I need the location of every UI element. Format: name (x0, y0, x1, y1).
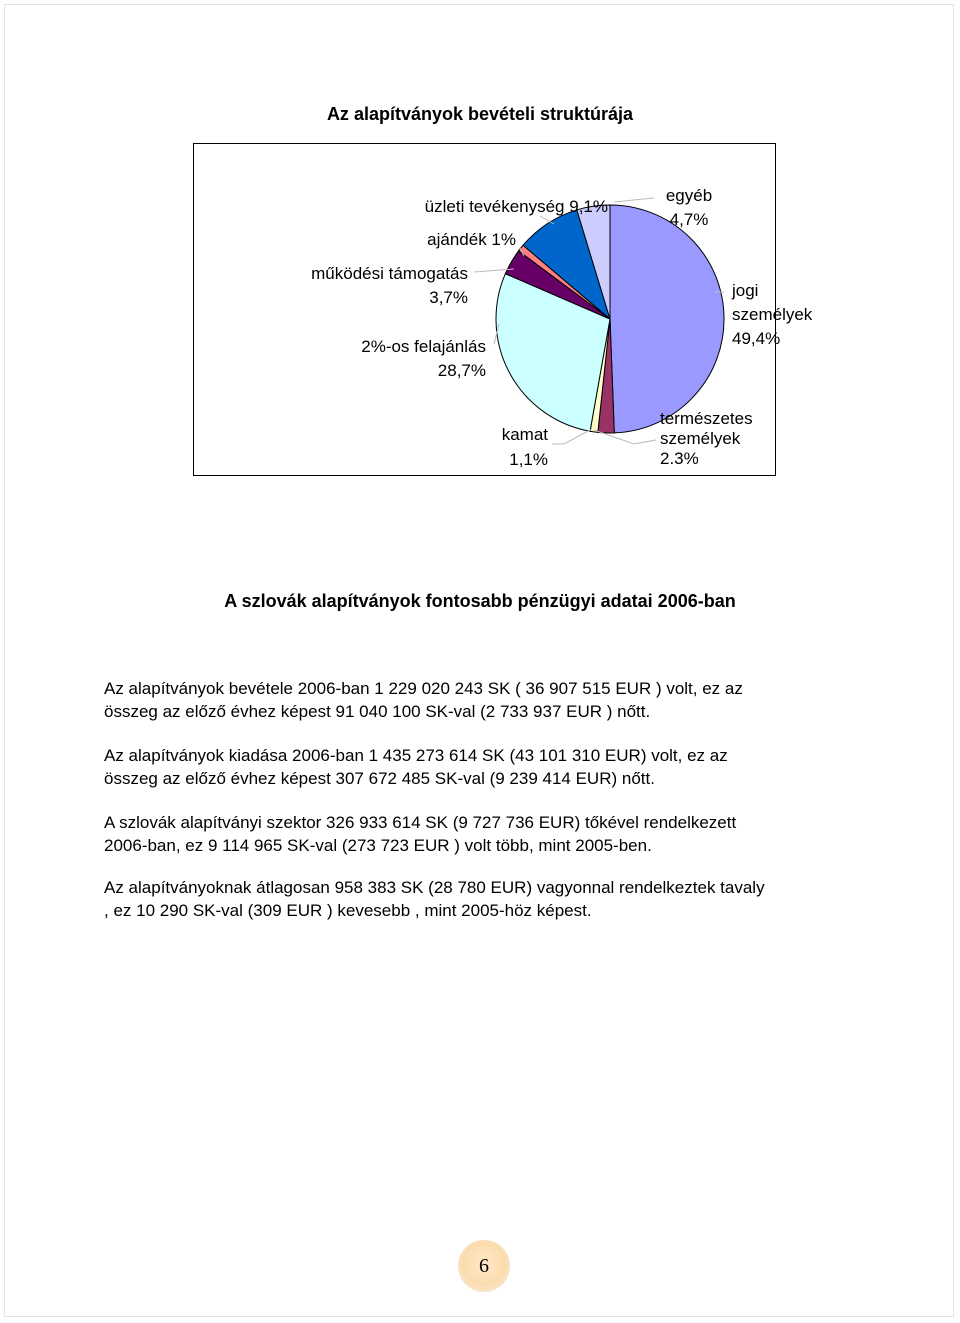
slice-label-ketszazalekos-felajanlas (361, 337, 486, 380)
slice-label-uzleti-tevekenyseg (425, 197, 608, 216)
slice-label-line: működési támogatás (311, 264, 468, 283)
slice-label-line: 49,4% (732, 329, 781, 348)
leader-line-kamat (552, 429, 592, 444)
slice-label-line: 2%-os felajánlás (361, 337, 486, 356)
section-title: A szlovák alapítványok fontosabb pénzügyi adatai 2006-ban (224, 591, 736, 611)
slice-label-line: 3,7% (429, 288, 468, 307)
chart-title: Az alapítványok bevételi struktúrája (326, 104, 634, 124)
paragraph-line: Az alapítványoknak átlagosan 958 383 SK (28 780 EUR) vagyonnal rendelkeztek tavaly (104, 878, 765, 897)
paragraph-line: Az alapítványok bevétele 2006-ban 1 229 020 243 SK ( 36 907 515 EUR ) volt, ez az (104, 679, 743, 698)
pie-chart-svg (194, 144, 813, 477)
paragraph-capital (104, 811, 854, 857)
slice-label-line: 4,7% (669, 210, 709, 229)
pie-chart (193, 143, 813, 476)
page-number: 6 (479, 1255, 489, 1277)
paragraph-line: összeg az előző évhez képest 307 672 485 SK-val (9 239 414 EUR) nőtt. (104, 769, 655, 788)
slice-label-line: 28,7% (437, 361, 486, 380)
leader-line-egyeb (614, 198, 654, 202)
slice-label-line: 1,1% (509, 450, 548, 469)
slice-label-line: 2.3% (660, 449, 699, 468)
slice-label-line: kamat (501, 425, 548, 444)
slice-label-line: üzleti tevékenység 9,1% (424, 197, 608, 216)
paragraph-line: , ez 10 290 SK-val (309 EUR ) kevesebb , mint 2005-höz képest. (104, 901, 592, 920)
slice-label-line: személyek (660, 429, 741, 448)
page-number-badge (458, 1240, 510, 1292)
paragraph-line: összeg az előző évhez képest 91 040 100 SK-val (2 733 937 EUR ) nőtt. (104, 702, 651, 721)
paragraph-income (104, 677, 854, 723)
paragraph-line: A szlovák alapítványi szektor 326 933 614 SK (9 727 736 EUR) tőkével rendelkezett (104, 813, 737, 832)
slice-label-line: jogi (732, 281, 759, 300)
paragraph-expenses (104, 744, 854, 790)
slice-label-termeszetes-szemelyek (660, 409, 753, 468)
paragraph-line: 2006-ban, ez 9 114 965 SK-val (273 723 EUR ) volt több, mint 2005-ben. (104, 836, 652, 855)
slice-label-line: ajándék 1% (427, 230, 516, 249)
slice-label-mukodesi-tamogatas (311, 264, 468, 307)
leader-line-uzleti-tevekenyseg (540, 216, 554, 224)
slice-label-ajandek (427, 230, 516, 249)
pie-slice-jogi-szemelyek (610, 205, 724, 433)
slice-label-line: személyek (732, 305, 813, 324)
slice-label-line: egyéb (665, 186, 713, 205)
slice-label-kamat (502, 425, 549, 469)
slice-label-egyeb (666, 186, 712, 229)
paragraph-line: Az alapítványok kiadása 2006-ban 1 435 273 614 SK (43 101 310 EUR) volt, ez az (104, 746, 728, 765)
paragraph-assets (104, 876, 854, 922)
slice-label-line: természetes (660, 409, 753, 428)
